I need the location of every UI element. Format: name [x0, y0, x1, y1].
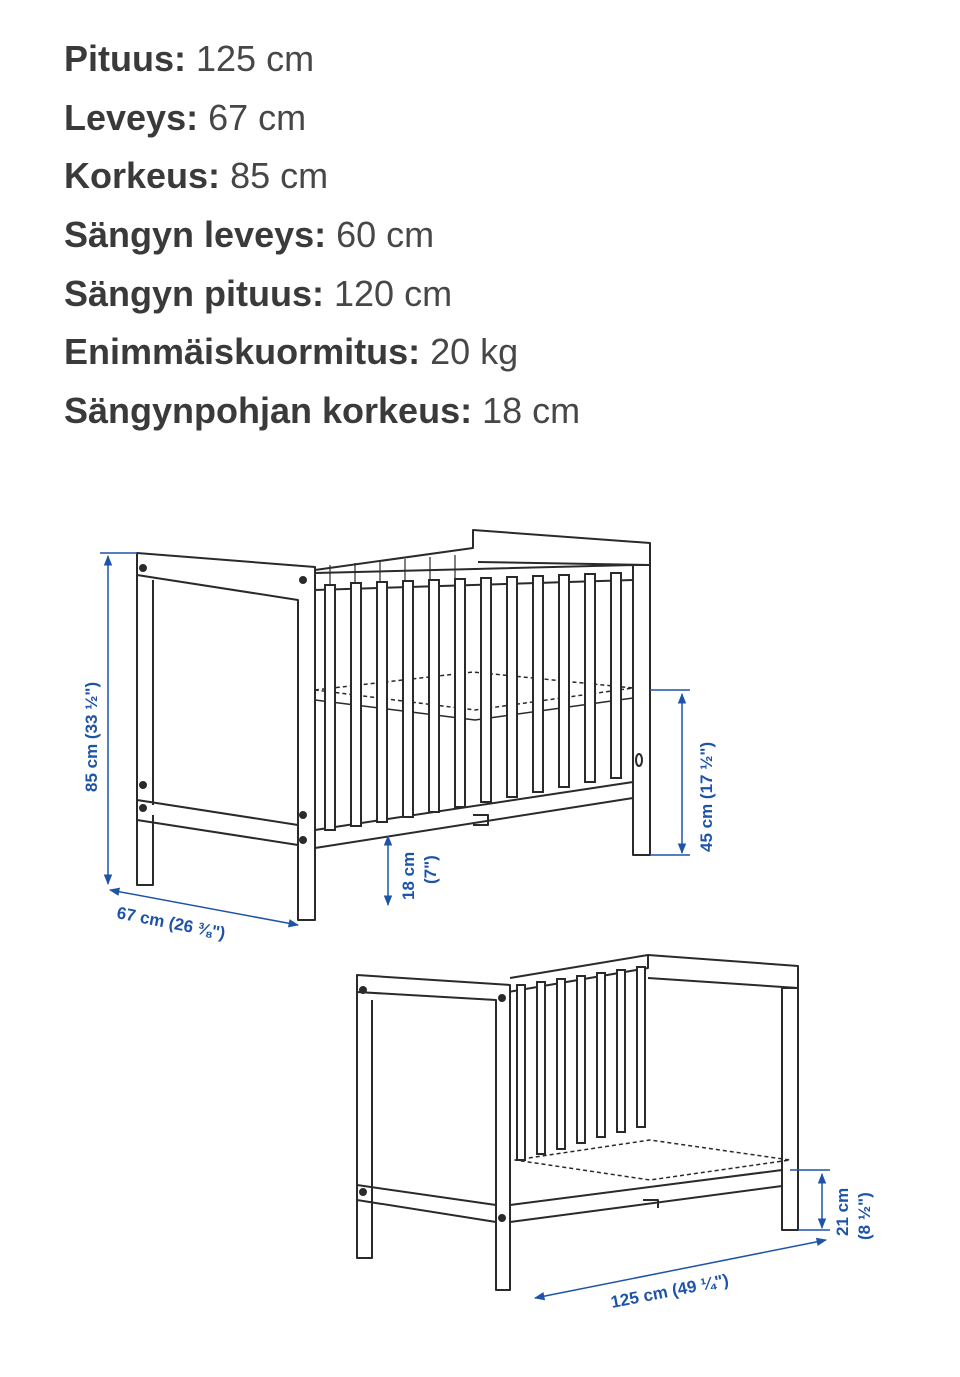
bed-base-height-inch-label: (8 ½") — [855, 1192, 874, 1240]
spec-list — [64, 30, 580, 441]
spec-value: 20 kg — [430, 331, 519, 373]
spec-label: Leveys: — [64, 96, 199, 138]
spec-height — [64, 147, 580, 206]
spec-width — [64, 89, 580, 148]
crib-dimension-drawing — [0, 500, 960, 1377]
spec-label: Sängyn pituus: — [64, 272, 324, 314]
spec-value: 18 cm — [482, 390, 581, 432]
spec-value: 125 cm — [196, 38, 315, 79]
spec-label: Pituus: — [64, 38, 186, 79]
base-height-inch-label: (7") — [421, 855, 440, 884]
spec-max-load — [64, 323, 580, 382]
crib-width-label: 67 cm (26 ⅜") — [115, 903, 227, 943]
spec-label: Korkeus: — [64, 155, 221, 197]
spec-bed-length — [64, 265, 580, 324]
spec-label: Enimmäiskuormitus: — [64, 331, 421, 373]
spec-label: Sängyn leveys: — [64, 214, 327, 256]
spec-length — [64, 30, 580, 89]
spec-value: 60 cm — [336, 214, 435, 256]
base-height-label: 18 cm — [399, 851, 418, 900]
side-height-label: 45 cm (17 ½") — [697, 741, 716, 852]
spec-value: 85 cm — [230, 155, 329, 197]
crib-dimensions — [100, 553, 690, 925]
bed-back-slats — [517, 967, 645, 1160]
spec-base-height — [64, 382, 580, 441]
crib-height-label: 85 cm (33 ½") — [82, 681, 101, 792]
crib-illustration — [137, 530, 650, 920]
spec-label: Sängynpohjan korkeus: — [64, 390, 473, 432]
spec-value: 67 cm — [208, 96, 307, 138]
spec-bed-width — [64, 206, 580, 265]
bed-base-height-label: 21 cm — [833, 1187, 852, 1236]
bed-length-label: 125 cm (49 ¼") — [609, 1270, 731, 1312]
spec-value: 120 cm — [334, 272, 453, 314]
